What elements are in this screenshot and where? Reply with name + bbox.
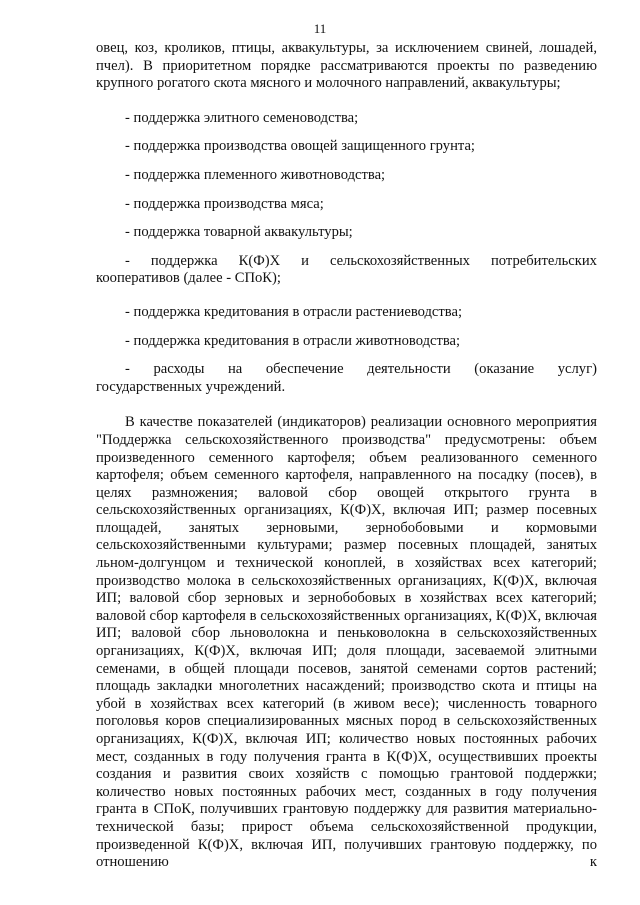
word: обеспечение <box>265 361 344 378</box>
word: (оказание <box>474 361 535 378</box>
bullet-state-institutions <box>96 361 597 396</box>
word: - <box>125 361 130 378</box>
page-number: 11 <box>313 21 327 36</box>
bullet-crop-credit: - поддержка кредитования в отрасли растениеводства; <box>125 303 463 320</box>
bullet-greenhouse-vegetables: - поддержка производства овощей защищенного грунта; <box>125 138 475 155</box>
bullet-livestock-credit: - поддержка кредитования в отрасли животноводства; <box>125 332 461 349</box>
intro-paragraph: овец, коз, кроликов, птицы, аквакультуры, за исключением свиней, лошадей, пчел). В приоритетном порядке рассматриваются проекты по разведению крупного рогатого скота мясного и молочного направлений, аквакультуры; <box>96 40 597 92</box>
word: услуг) <box>557 361 597 378</box>
word: К(Ф)Х <box>238 252 281 269</box>
bullet-expenses-line1 <box>96 361 597 379</box>
word: на <box>227 361 243 378</box>
word: расходы <box>153 361 205 378</box>
word: деятельности <box>367 361 451 378</box>
word: - <box>125 252 130 269</box>
bullet-breeding-livestock: - поддержка племенного животноводства; <box>125 166 386 183</box>
bullet-elite-seed: - поддержка элитного семеноводства; <box>125 109 359 126</box>
bullet-meat-production: - поддержка производства мяса; <box>125 195 324 212</box>
word: и <box>301 252 309 269</box>
document-body <box>96 40 597 872</box>
indicators-paragraph: В качестве показателей (индикаторов) реализации основного мероприятия "Поддержка сельскохозяйственного производства" предусмотрены: объем произведенного семенного картофеля; объем реализованного семенного картофеля; объем семенного картофеля, направленного на посадку (посев), в целях размножения; валовой сбор овощей открытого грунта в сельскохозяйственных организациях, К(Ф)Х, включая ИП; размер посевных площадей, занятых зерновыми, зернобобовыми и кормовыми сельскохозяйственными культурами; размер посевных площадей, занятых льном-долгунцом и технической коноплей, в хозяйствах всех категорий; производство молока в сельскохозяйственных организациях, К(Ф)Х, включая ИП; валовой сбор зерновых и зернобобовых в хозяйствах всех категорий; валовой сбор картофеля в сельскохозяйственных организациях, К(Ф)Х, включая ИП; валовой сбор льноволокна и пеньковолокна в сельскохозяйственных организациях, К(Ф)Х, включая ИП; доля площади, засеваемой элитными семенами, в общей площади посевов, занятой семенами сортов растений; площадь закладки многолетних насаждений; производство скота и птицы на убой в хозяйствах всех категорий (в живом весе); численность товарного поголовья коров специализированных мясных пород в сельскохозяйственных организациях, К(Ф)Х, включая ИП; количество новых постоянных рабочих мест, созданных в году получения гранта в К(Ф)Х, осуществивших проекты создания и развития своих хозяйств с помощью грантовой поддержки; количество новых постоянных рабочих мест, созданных в году получения гранта в СПоК, получивших грантовую поддержку для развития материально-технической базы; прирост объема сельскохозяйственной продукции, произведенной К(Ф)Х, включая ИП, получивших грантовую поддержку, по отношению к <box>96 414 597 871</box>
word: сельскохозяйственных <box>329 252 470 269</box>
bullet-aquaculture: - поддержка товарной аквакультуры; <box>125 224 353 241</box>
bullet-kfh-line2: кооперативов (далее - СПоК); <box>96 270 281 287</box>
bullet-kfh-cooperatives <box>96 253 597 288</box>
word: потребительских <box>490 252 597 269</box>
bullet-kfh-line1 <box>96 253 597 271</box>
bullet-expenses-line2: государственных учреждений. <box>96 378 286 395</box>
word: поддержка <box>150 252 218 269</box>
